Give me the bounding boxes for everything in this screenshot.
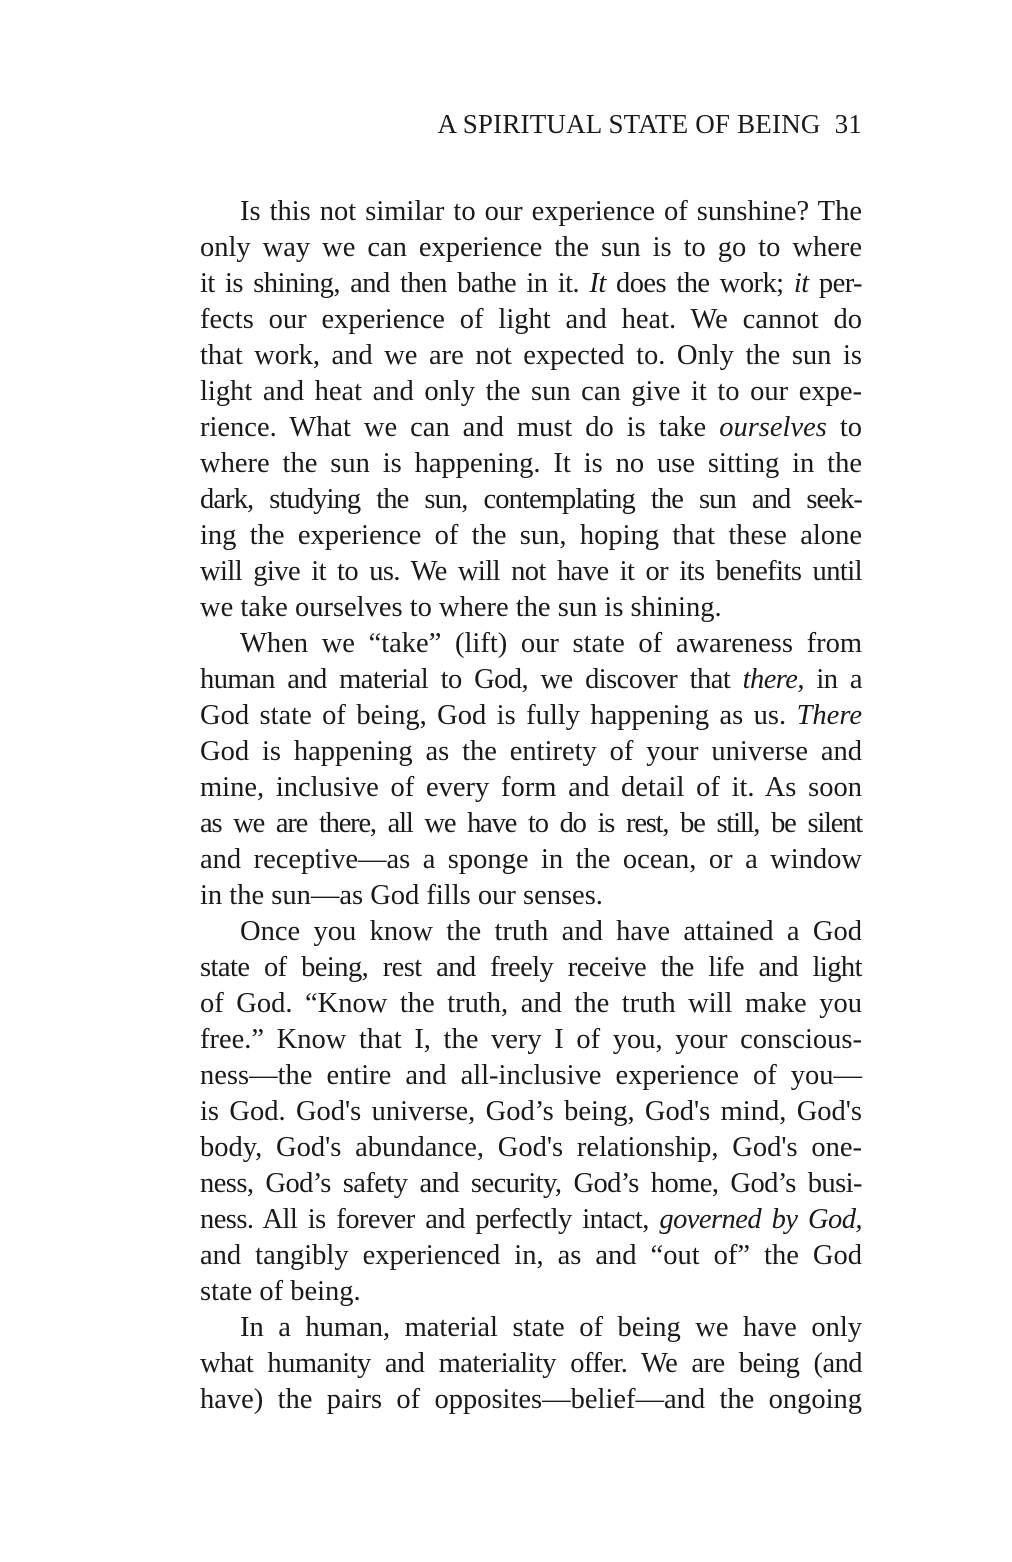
text-line: that work, and we are not expected to. Only the sun is <box>200 340 862 371</box>
text-line: only way we can experience the sun is to go to where <box>200 232 862 263</box>
text-line: state of being. <box>200 1276 361 1307</box>
text-line: God is happening as the entirety of your universe and <box>200 736 862 767</box>
page-number: 31 <box>834 109 862 139</box>
text-line: ness—the entire and all-inclusive experience of you— <box>200 1060 862 1091</box>
text-line: fects our experience of light and heat. We cannot do <box>200 304 862 335</box>
text-line: and tangibly experienced in, as and “out of” the God <box>200 1240 862 1271</box>
text-line: where the sun is happening. It is no use sitting in the <box>200 448 862 479</box>
text-line: will give it to us. We will not have it or its benefits until <box>200 556 862 587</box>
text-line: mine, inclusive of every form and detail of it. As soon <box>200 772 862 803</box>
text-line: body, God's abundance, God's relationship, God's one- <box>200 1132 862 1163</box>
text-line: state of being, rest and freely receive the life and light <box>200 952 862 983</box>
text-line: is God. God's universe, God’s being, God's mind, God's <box>200 1096 862 1127</box>
text-line: as we are there, all we have to do is rest, be still, be silent <box>200 808 862 839</box>
text-line: ing the experience of the sun, hoping that these alone <box>200 520 862 551</box>
text-line: Is this not similar to our experience of sunshine? The <box>240 196 862 227</box>
text-line: dark, studying the sun, contemplating the sun and seek- <box>200 484 862 515</box>
text-line: what humanity and materiality offer. We are being (and <box>200 1348 862 1379</box>
text-line: human and material to God, we discover that there, in a <box>200 664 862 695</box>
text-line: it is shining, and then bathe in it. It does the work; it per- <box>200 268 863 299</box>
text-line: rience. What we can and must do is take ourselves to <box>200 412 862 443</box>
text-line: of God. “Know the truth, and the truth will make you <box>200 988 862 1019</box>
text-line: ness, God’s safety and security, God’s home, God’s busi- <box>200 1168 862 1199</box>
text-line: In a human, material state of being we have only <box>240 1312 862 1343</box>
text-line: we take ourselves to where the sun is shining. <box>200 592 722 623</box>
text-line: have) the pairs of opposites—belief—and the ongoing <box>200 1384 862 1415</box>
text-line: ness. All is forever and perfectly intact, governed by God, <box>200 1204 862 1235</box>
text-line: free.” Know that I, the very I of you, your conscious- <box>200 1024 862 1055</box>
body-text <box>200 194 862 1418</box>
running-head <box>438 104 862 144</box>
chapter-title: A SPIRITUAL STATE OF BEING <box>437 109 821 139</box>
text-line: Once you know the truth and have attained a God <box>240 916 862 947</box>
text-line: God state of being, God is fully happening as us. There <box>200 700 862 731</box>
text-line: light and heat and only the sun can give it to our expe- <box>200 376 862 407</box>
text-line: in the sun—as God fills our senses. <box>200 880 603 911</box>
text-line: and receptive—as a sponge in the ocean, or a window <box>200 844 862 875</box>
text-line: When we “take” (lift) our state of awareness from <box>240 628 862 659</box>
